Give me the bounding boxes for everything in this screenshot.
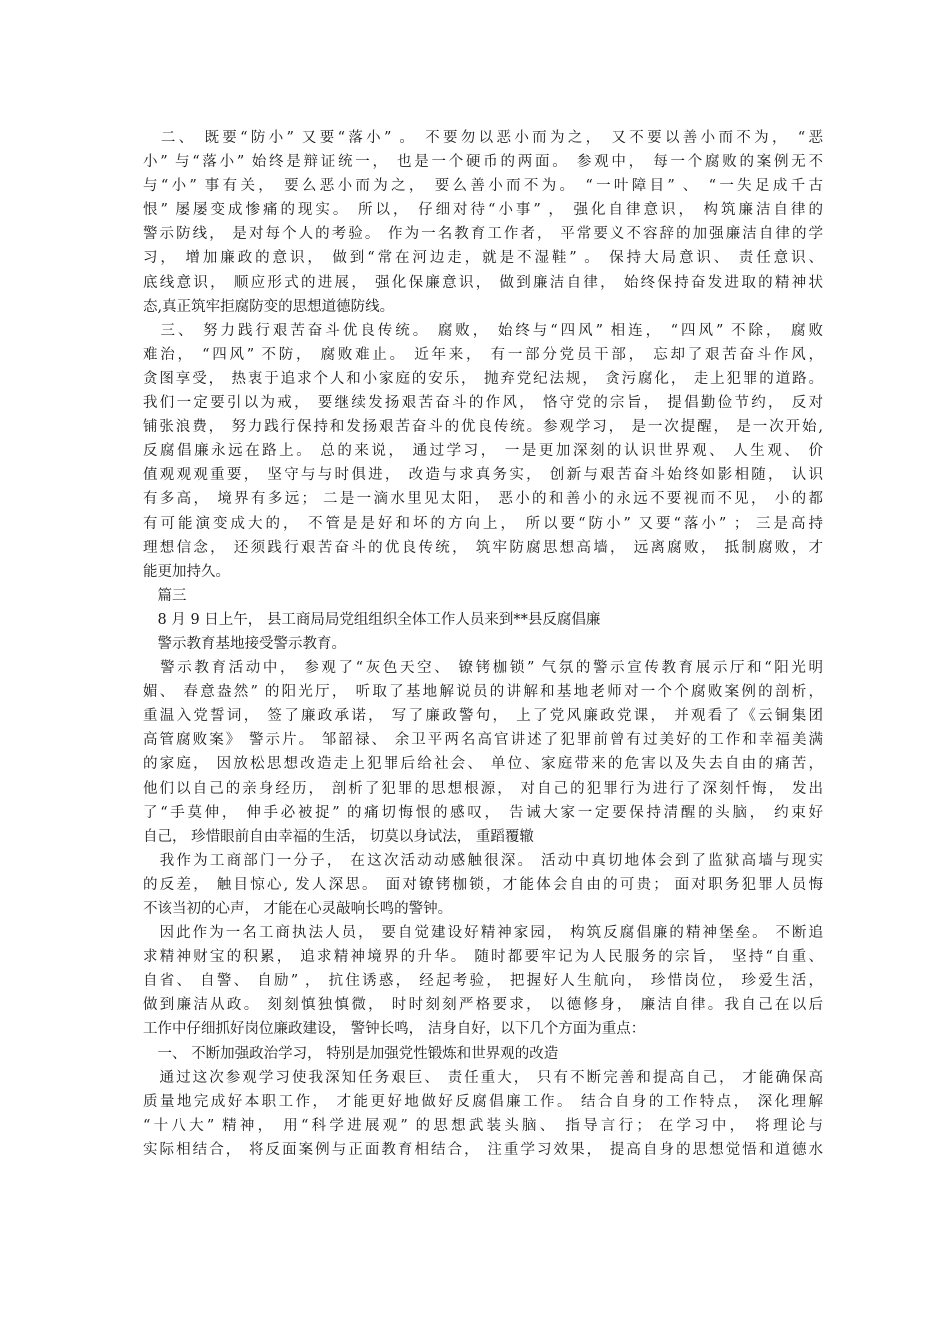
text-line: 8 月 9 日上午， 县工商局局党组组织全体工作人员来到**县反腐倡廉 xyxy=(143,611,601,628)
text-line: 求精神财宝的积累， 追求精神境界的升华。 随时都要牢记为人民服务的宗旨， 坚持“自重、 xyxy=(143,949,823,966)
text-line: 习， 增加廉政的意识， 做到“常在河边走，就是不湿鞋” 。 保持大局意识、 责任意识、 xyxy=(143,250,823,267)
text-line: 反腐倡廉永远在路上。 总的来说， 通过学习， 一是更加深刻的认识世界观、 人生观、 价 xyxy=(143,443,823,460)
text-line: 警示防线， 是对每个人的考验。 作为一名教育工作者， 平常要义不容辞的加强廉洁自律的学 xyxy=(143,226,823,243)
text-line: 三、 努力践行艰苦奋斗优良传统。 腐败， 始终与“四风” 相连， “四风” 不除， 腐败 xyxy=(143,322,823,339)
text-line: 有可能演变成大的， 不管是是好和坏的方向上， 所以要“防小” 又要“落小” ； 三是高持 xyxy=(143,515,823,532)
text-line: 与“小” 事有关， 要么恶小而为之， 要么善小而不为。 “一叶障目” 、 “一失足成千古 xyxy=(143,178,823,195)
text-line: 底线意识， 顺应形式的进展， 强化保廉意识， 做到廉洁自律， 始终保持奋发进取的精神状 xyxy=(143,274,823,291)
text-line: 铺张浪费， 努力践行保持和发扬艰苦奋斗的优良传统。参观学习， 是一次提醒， 是一次开始, xyxy=(143,419,823,436)
text-line: 通过这次参观学习使我深知任务艰巨、 责任重大， 只有不断完善和提高自己， 才能确保高 xyxy=(143,1069,823,1086)
text-line: 实际相结合， 将反面案例与正面教育相结合， 注重学习效果， 提高自身的思想觉悟和道德水 xyxy=(143,1141,823,1158)
text-line: 不该当初的心声， 才能在心灵敲响长鸣的警钟。 xyxy=(143,901,453,917)
text-line: 自省、 自警、 自励” ， 抗住诱惑， 经起考验， 把握好人生航向， 珍惜岗位， 珍爱生活， xyxy=(143,973,823,990)
text-line: 警示教育基地接受警示教育。 xyxy=(143,635,346,652)
text-line: 因此作为一名工商执法人员， 要自觉建设好精神家园， 构筑反腐倡廉的精神堡垒。 不断追 xyxy=(143,925,823,942)
text-line: 自己， 珍惜眼前自由幸福的生活， 切莫以身试法， 重蹈覆辙 xyxy=(143,828,534,845)
text-line: 恨” 屡屡变成惨痛的现实。 所以， 仔细对待“小事” ， 强化自律意识， 构筑廉洁自律的 xyxy=(143,202,823,219)
text-line: 的反差， 触目惊心, 发人深思。 面对镣铐枷锁，才能体会自由的可贵； 面对职务犯罪人员悔 xyxy=(143,876,823,893)
text-line: 的家庭， 因放松思想改造走上犯罪后给社会、 单位、家庭带来的危害以及失去自由的痛苦， xyxy=(143,756,823,773)
text-line: 警示教育活动中， 参观了“灰色天空、 镣铐枷锁” 气氛的警示宣传教育展示厅和“阳光明 xyxy=(143,660,823,677)
text-line: 一、 不断加强政治学习， 特别是加强党性锻炼和世界观的改造 xyxy=(143,1045,559,1062)
text-line: 重温入党誓词， 签了廉政承诺， 写了廉政警句， 上了党风廉政党课， 并观看了《云铜集团 xyxy=(143,708,823,725)
text-line: 有多高， 境界有多远； 二是一滴水里见太阳， 恶小的和善小的永远不要视而不见， 小的都 xyxy=(143,491,823,508)
text-line: 我们一定要引以为戒， 要继续发扬艰苦奋斗的作风， 恪守党的宗旨， 提倡勤俭节约， 反对 xyxy=(143,395,823,412)
text-line: 二、 既要“防小” 又要“落小” 。 不要勿以恶小而为之， 又不要以善小而不为， “恶 xyxy=(143,130,823,146)
text-line: 篇三 xyxy=(143,587,187,604)
text-line: 质量地完成好本职工作， 才能更好地做好反腐倡廉工作。 结合自身的工作特点， 深化理解 xyxy=(143,1093,823,1110)
text-line: 值观观观重要， 坚守与与时俱进， 改造与求真务实， 创新与艰苦奋斗始终如影相随， 认识 xyxy=(143,467,823,484)
text-line: 高管腐败案》 警示片。 邹韶禄、 余卫平两名高官讲述了犯罪前曾有过美好的工作和幸福美满 xyxy=(143,732,823,749)
text-line: 态,真正筑牢拒腐防变的思想道德防线。 xyxy=(143,298,395,315)
text-line: 难治， “四风” 不防， 腐败难止。 近年来， 有一部分党员干部， 忘却了艰苦奋斗作风， xyxy=(143,346,823,363)
text-line: 媚、 春意盎然” 的阳光厅， 听取了基地解说员的讲解和基地老师对一个个腐败案例的剖析， xyxy=(143,684,823,701)
document-body xyxy=(143,126,823,1162)
text-line: 工作中仔细抓好岗位廉政建设， 警钟长鸣， 洁身自好，以下几个方面为重点： xyxy=(143,1021,646,1038)
text-line: 贪图享受， 热衷于追求个人和小家庭的安乐， 抛弃党纪法规， 贪污腐化， 走上犯罪的道路。 xyxy=(143,370,823,387)
text-line: 小” 与“落小” 始终是辩证统一， 也是一个硬币的两面。 参观中， 每一个腐败的案例无不 xyxy=(143,154,823,171)
text-line: 能更加持久。 xyxy=(143,563,230,580)
text-line: “十八大” 精神， 用“科学进展观” 的思想武装头脑、 指导言行； 在学习中， 将理论与 xyxy=(143,1117,823,1134)
text-line: 理想信念， 还须践行艰苦奋斗的优良传统， 筑牢防腐思想高墙， 远离腐败， 抵制腐败，才 xyxy=(143,539,823,556)
text-line: 做到廉洁从政。 刻刻慎独慎微， 时时刻刻严格要求， 以德修身， 廉洁自律。我自己在以后 xyxy=(143,997,823,1014)
text-line: 他们以自己的亲身经历， 剖析了犯罪的思想根源， 对自己的犯罪行为进行了深刻忏悔， 发出 xyxy=(143,780,823,797)
text-line: 了“手莫伸， 伸手必被捉” 的痛切悔恨的感叹， 告诫大家一定要保持清醒的头脑， 约束好 xyxy=(143,804,823,821)
text-line: 我作为工商部门一分子， 在这次活动动感触很深。 活动中真切地体会到了监狱高墙与现实 xyxy=(143,852,823,869)
